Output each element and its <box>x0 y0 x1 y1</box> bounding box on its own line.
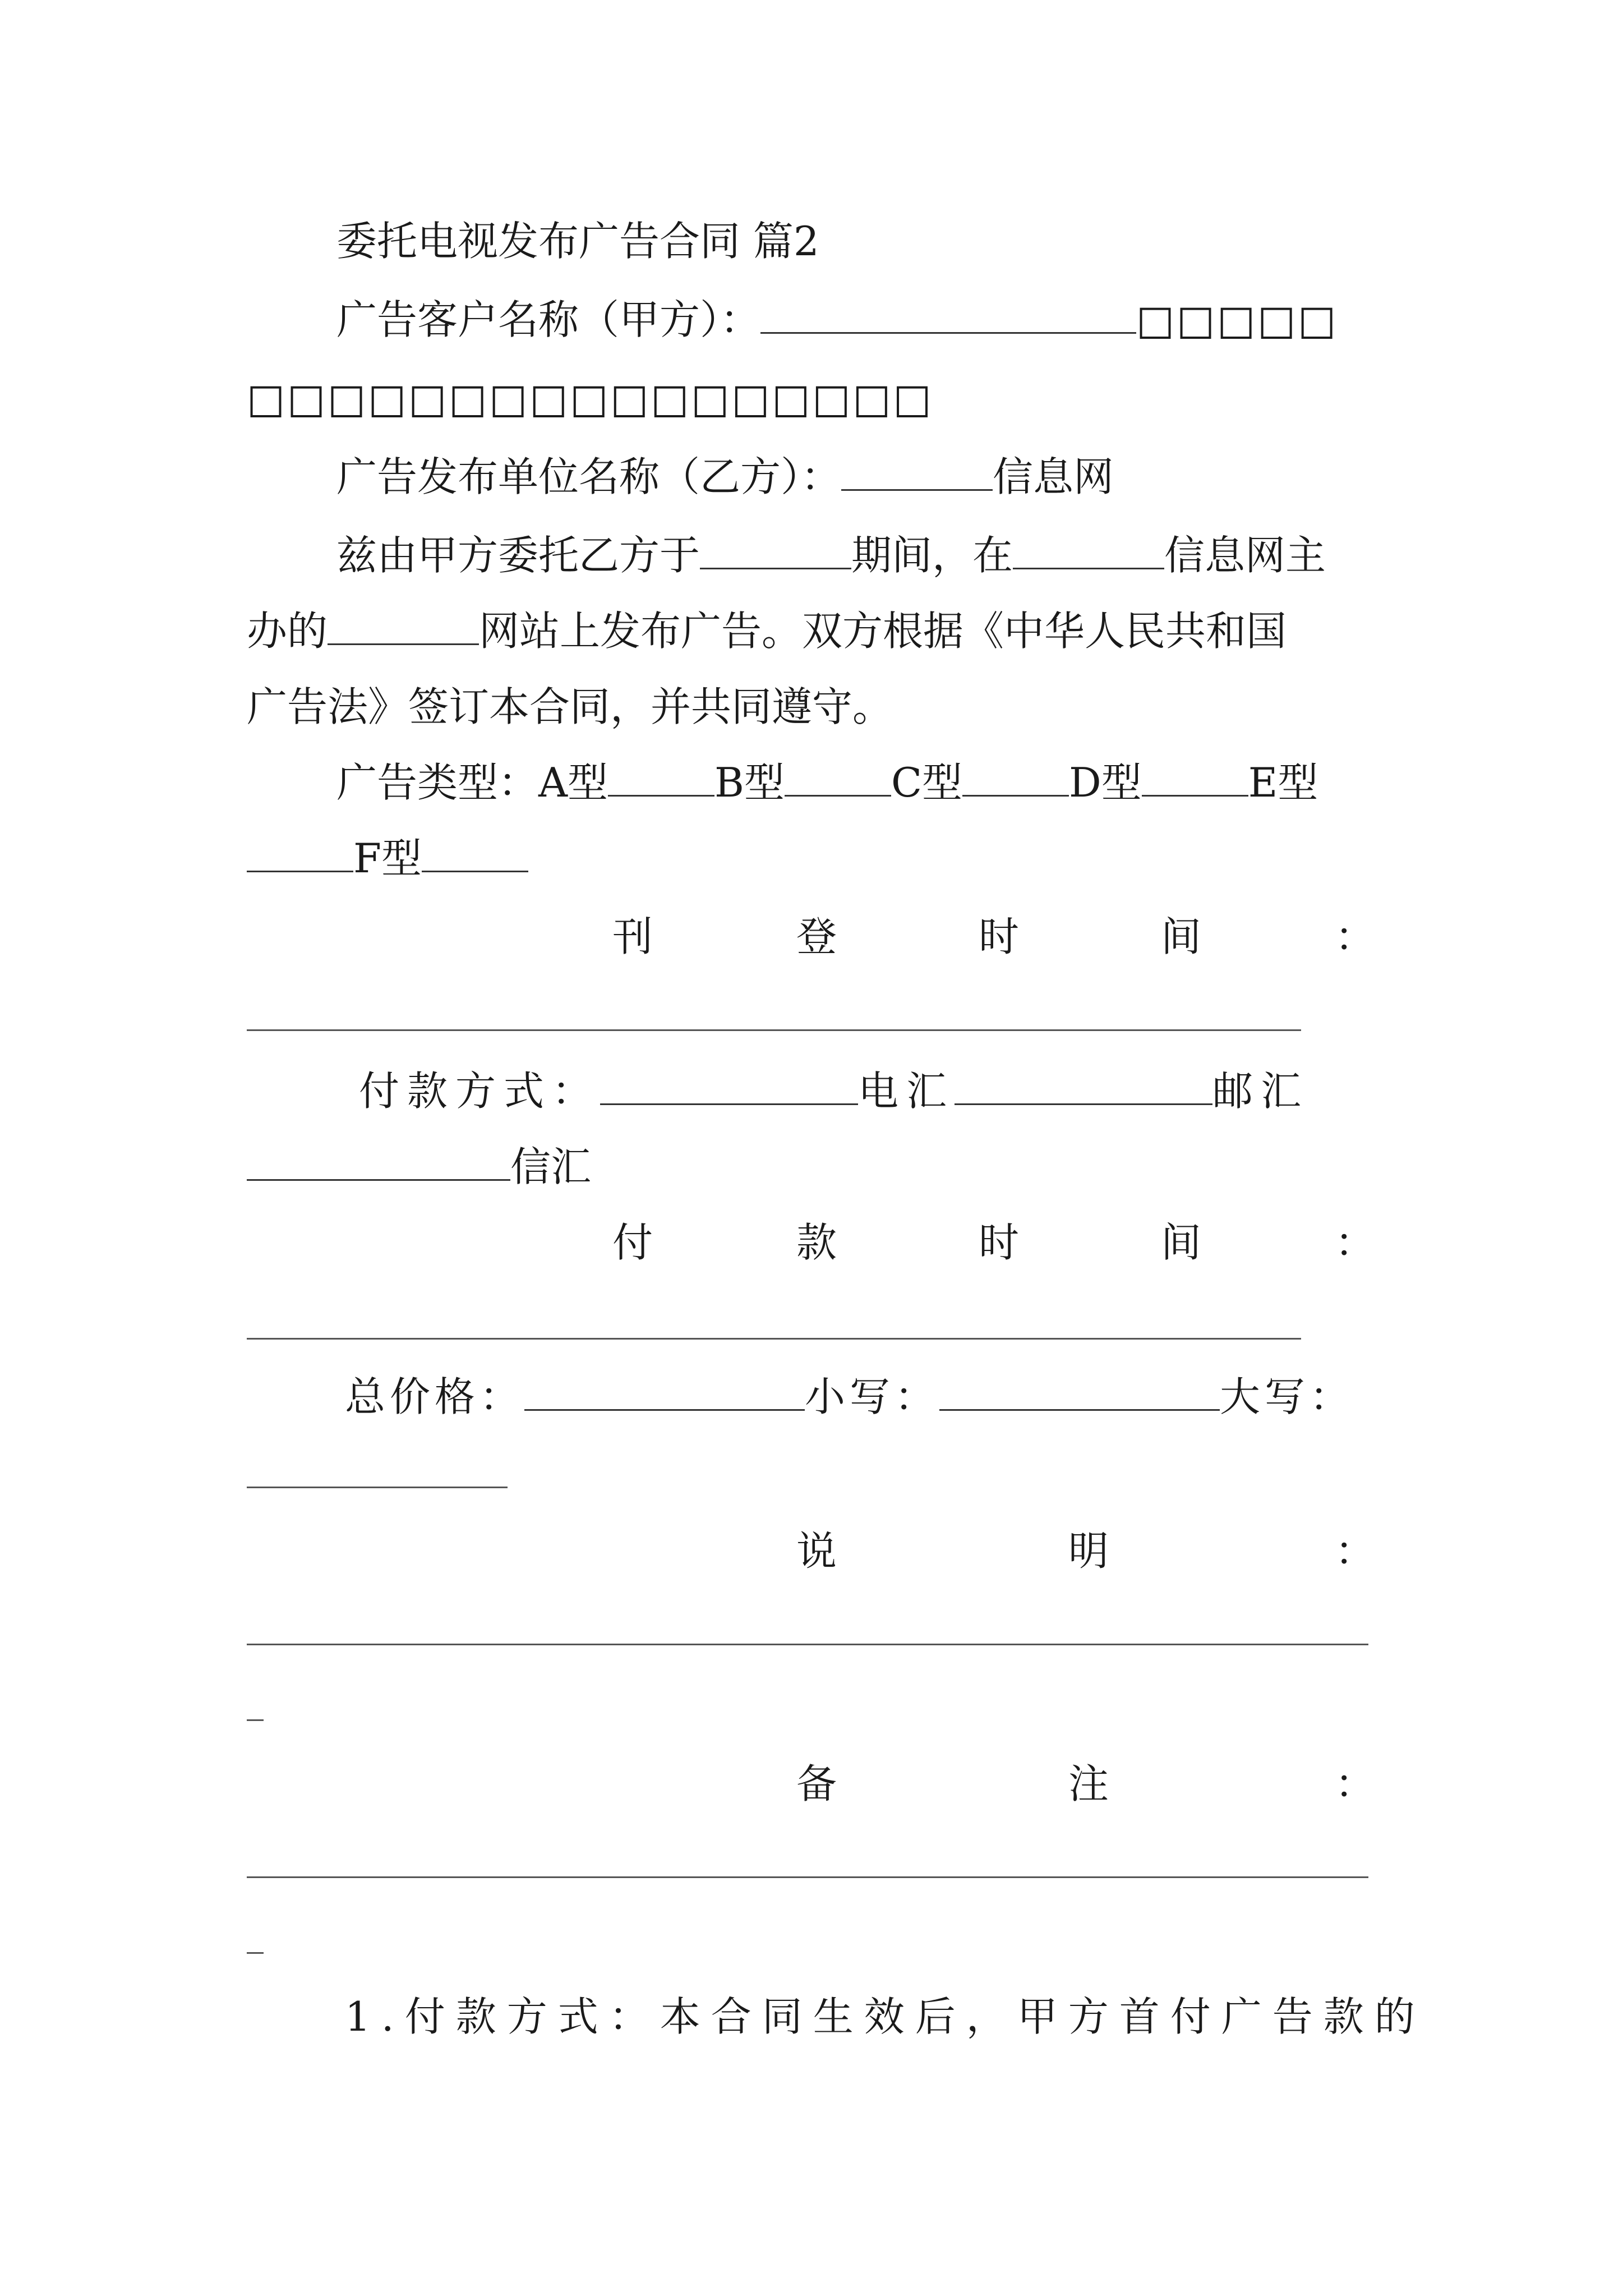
client-name-boxes-2: □□□□□□□□□□□□□□□□□ <box>247 375 934 422</box>
total-price-rule <box>247 1487 508 1488</box>
type-c: C型 <box>891 759 963 806</box>
period-blank <box>700 532 851 569</box>
ad-type-label: 广告类型： <box>336 759 539 806</box>
payment-time-rule <box>247 1338 1301 1340</box>
payment-method-line <box>247 1063 1391 1119</box>
payment-method-label: 付款方式： <box>359 1068 601 1115</box>
lowercase-label: 小写： <box>805 1373 940 1420</box>
notes-rule <box>247 1644 1368 1645</box>
telegraph-label: 电汇 <box>858 1068 955 1115</box>
notes-rule-stub <box>247 1719 264 1721</box>
type-d: D型 <box>1069 759 1142 806</box>
remarks-rule-stub <box>247 1952 264 1954</box>
ad-type-line <box>247 754 1391 811</box>
publisher-label: 广告发布单位名称（乙方）： <box>336 453 842 500</box>
client-name-line <box>247 292 1391 348</box>
paragraph-1-line-2: 办的 网站上发布广告。双方根据《中华人民共和国 <box>247 608 1287 655</box>
client-name-blank <box>760 296 1136 334</box>
publisher-suffix: 信息网 <box>993 453 1114 500</box>
document-title: 委托电视发布广告合同 篇2 <box>336 218 819 265</box>
ad-type-line-2 <box>247 830 1391 886</box>
publisher-blank <box>841 453 993 491</box>
uppercase-label: 大写： <box>1220 1373 1355 1420</box>
paragraph-1-line-3: 广告法》签订本合同，并共同遵守。 <box>247 683 893 730</box>
letter-label: 信汇 <box>510 1143 592 1190</box>
type-e: E型 <box>1248 759 1318 806</box>
client-name-boxes: □□□□□ <box>1136 296 1339 343</box>
total-price-line <box>247 1369 1391 1425</box>
type-f: F型 <box>353 835 422 882</box>
publisher-line <box>247 449 1391 505</box>
paragraph-1-line-1: 兹由甲方委托乙方于 期间，在 信息网主 <box>336 532 1326 579</box>
postal-label: 邮汇 <box>1212 1068 1310 1115</box>
client-name-line-2 <box>247 370 1391 426</box>
total-price-label: 总价格： <box>345 1373 525 1420</box>
remarks-rule <box>247 1876 1368 1878</box>
network-blank <box>1013 532 1164 569</box>
publish-time-rule <box>247 1029 1301 1031</box>
payment-method-line-2 <box>247 1139 1391 1195</box>
item-1-line: 1.付款方式：本合同生效后，甲方首付广告款的 <box>345 1993 1426 2040</box>
contract-page: 委托电视发布广告合同 篇2 广告客户名称（甲方）： □□□□□ □□□□□□□□□□□□□□□□□ 广告发布单位名称（乙方）： 信息网 兹由甲方委托乙方于 期间，在 信息网主 办的 网站上发布广告。双方根据《中华人民共和国 广告法》签订本合同，并共同遵守。 广告类型：A型 B型 C型 D型 E型 F型 刊 登 时 间 ： 付款方式： 电汇 邮汇 信汇 付 款 时 间 ： 总价格： 小写： 大写： 说 明 ： 备 注 ： 1.付款方式：本合同生效后，甲方首付广告款的 <box>0 0 1623 2296</box>
type-b: B型 <box>714 759 785 806</box>
website-blank <box>328 608 479 645</box>
client-name-label: 广告客户名称（甲方）： <box>336 296 761 343</box>
type-a: A型 <box>538 759 608 806</box>
